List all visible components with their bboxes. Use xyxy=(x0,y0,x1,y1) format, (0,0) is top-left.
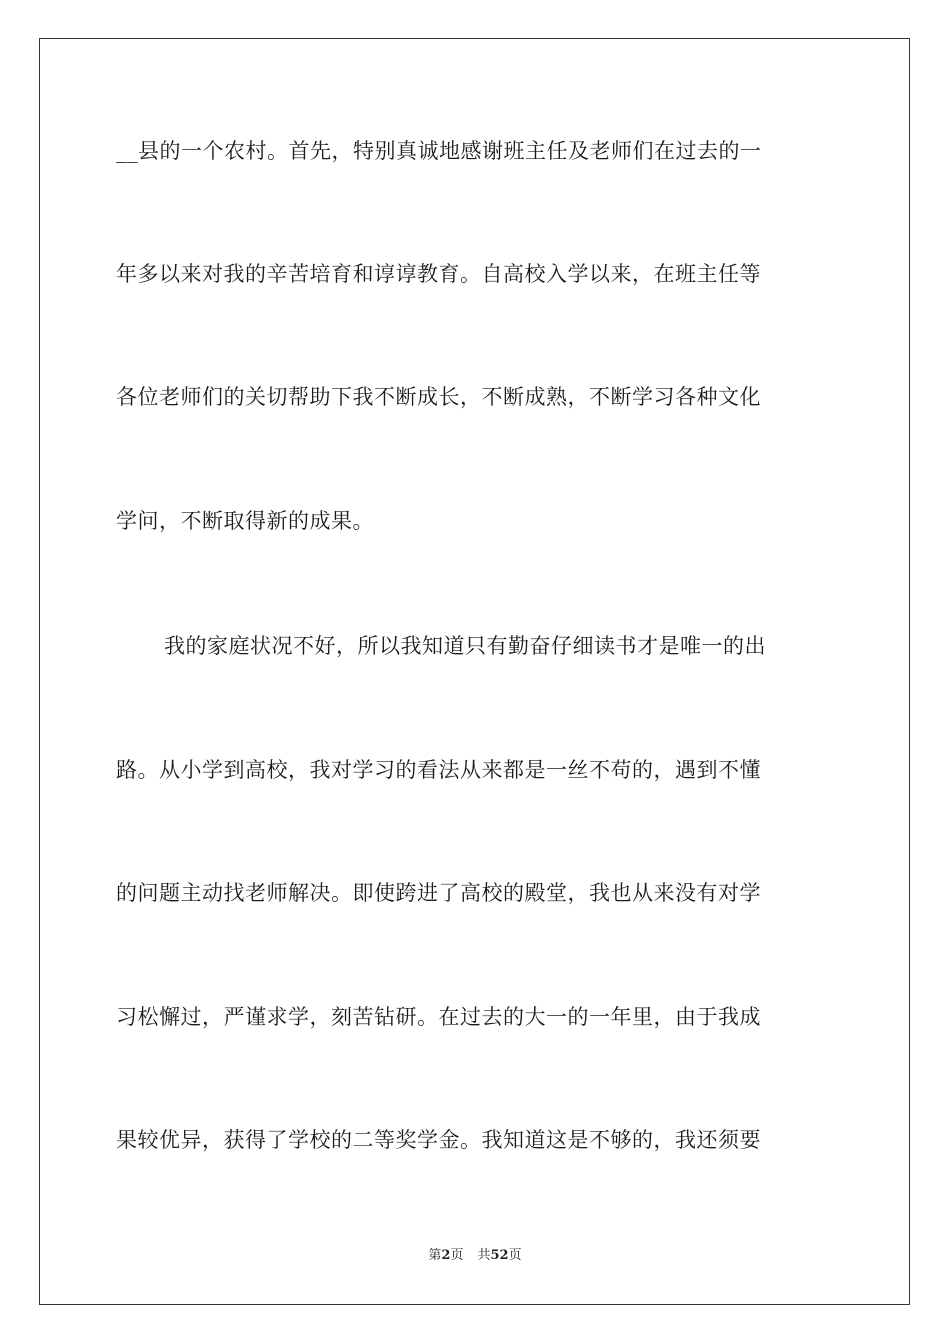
text-line: 学问，不断取得新的成果。 xyxy=(116,509,374,533)
text-line: __县的一个农村。首先，特别真诚地感谢班主任及老师们在过去的一 xyxy=(116,139,762,163)
total-suffix: 页 xyxy=(508,1248,522,1263)
text-line: 的问题主动找老师解决。即使跨进了高校的殿堂，我也从来没有对学 xyxy=(116,881,761,905)
page-footer xyxy=(0,1247,950,1265)
total-pages: 52 xyxy=(490,1248,509,1263)
text-line: 年多以来对我的辛苦培育和谆谆教育。自高校入学以来，在班主任等 xyxy=(116,262,761,286)
text-line: 果较优异，获得了学校的二等奖学金。我知道这是不够的，我还须要 xyxy=(116,1128,761,1152)
paragraph-first-line: 我的家庭状况不好，所以我知道只有勤奋仔细读书才是唯一的出 xyxy=(164,634,766,658)
page-number: 2 xyxy=(441,1248,451,1263)
page-suffix: 页 xyxy=(450,1248,464,1263)
text-line: 各位老师们的关切帮助下我不断成长，不断成熟，不断学习各种文化 xyxy=(116,385,761,409)
text-line: 路。从小学到高校，我对学习的看法从来都是一丝不苟的，遇到不懂 xyxy=(116,758,761,782)
page-prefix: 第 xyxy=(428,1248,442,1263)
page-border xyxy=(39,38,910,1305)
text-line: 习松懈过，严谨求学，刻苦钻研。在过去的大一的一年里，由于我成 xyxy=(116,1005,761,1029)
total-prefix: 共 xyxy=(477,1248,491,1263)
